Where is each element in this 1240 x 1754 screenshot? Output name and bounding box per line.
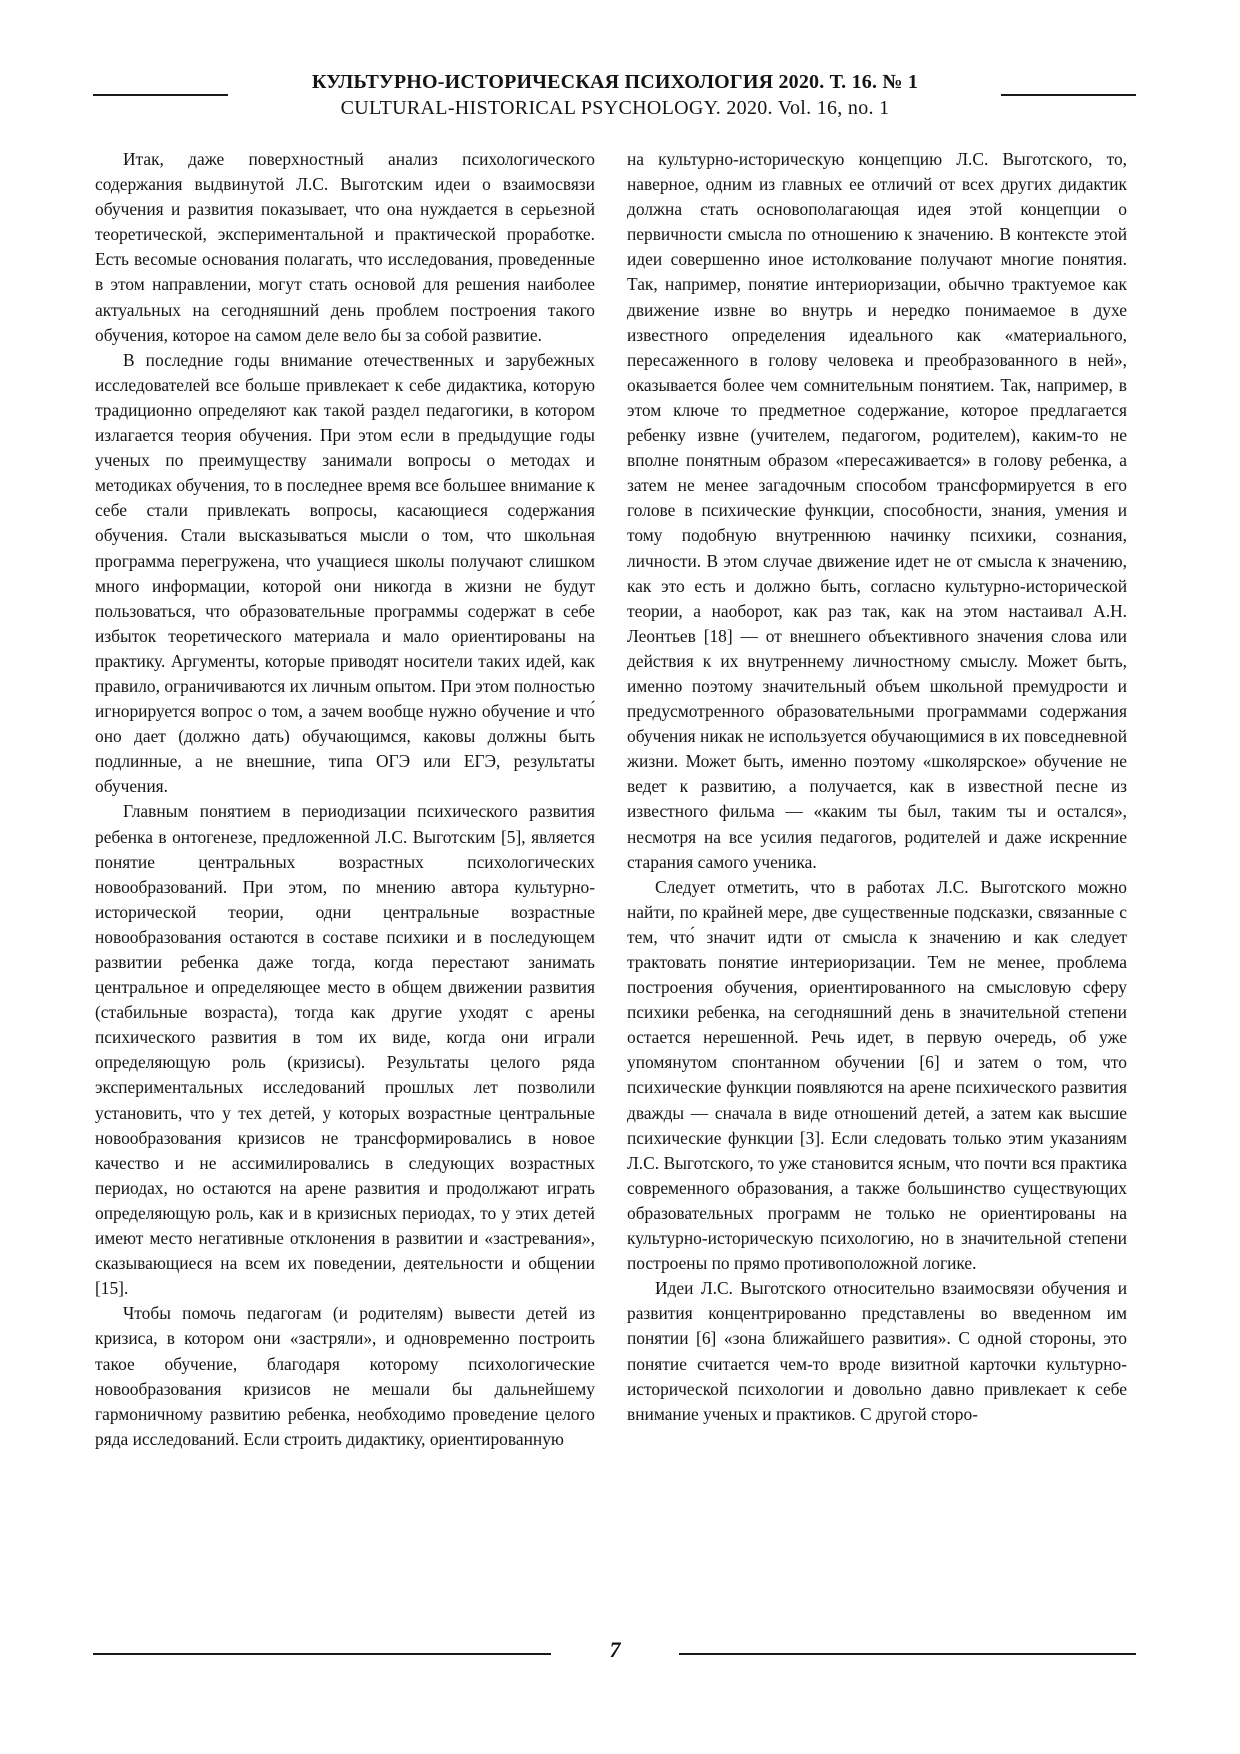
page-number: 7 [609,1637,621,1662]
left-column [95,147,595,1452]
journal-title: КУЛЬТУРНО-ИСТОРИЧЕСКАЯ ПСИХОЛОГИЯ 2020. Т. 16. № 1 [311,71,919,93]
paragraph: Чтобы помочь педагогам (и родителям) вывести детей из кризиса, в котором они «застряли», и одновременно построить такое обучение, благодаря которому психологические новообразования кризисов не мешали бы дальнейшему гармоничному развитию ребенка, необходимо проведение целого ряда исследований. Если строить дидактику, ориентированную [95,1303,595,1449]
paragraph: Главным понятием в периодизации психического развития ребенка в онтогенезе, предложенной Л.С. Выготским [5], является понятие центральных возрастных психологических новообразований. При этом, по мнению автора культурно-исторической теории, одни центральные возрастные новообразования остаются в составе психики и в последующем развитии ребенка даже тогда, когда перестают занимать центральное и определяющее место в общем движении развития (стабильные возраста), тогда как другие уходят с арены психического развития в том их виде, когда они играли определяющую роль (кризисы). Результаты целого ряда экспериментальных исследований прошлых лет позволили установить, что у тех детей, у которых возрастные центральные новообразования кризисов не трансформировались в новое качество и не ассимилировались в следующих возрастных периодах, но остаются на арене развития и продолжают играть определяющую роль, как и в кризисных периодах, то у этих детей имеют место негативные отклонения в развитии и «застревания», сказывающиеся на всем их поведении, деятельности и общении [15]. [95,801,595,1299]
paragraph: на культурно-историческую концепцию Л.С. Выготского, то, наверное, одним из главных ее отличий от всех других дидактик должна стать основополагающая идея этой концепции о первичности смысла по отношению к значению. В контексте этой идеи совершенно иное истолкование получают многие понятия. Так, например, понятие интериоризации, обычно трактуемое как движение извне во внутрь и нередко понимаемое в духе известного определения идеального как «материального, пересаженного в голову человека и преобразованного в ней», оказывается более чем сомнительным понятием. Так, например, в этом ключе то предметное содержание, которое предлагается ребенку извне (учителем, педагогом, родителем), каким-то не вполне понятным образом «пересаживается» в голову ребенка, а затем не менее загадочным способом трансформируется в его голове в психические функции, способности, знания, умения и тому подобную внутреннюю начинку психики, сознания, личности. В этом случае движение идет не от смысла к значению, как это есть и должно быть, согласно культурно-исторической теории, а наоборот, как раз так, как на этом настаивал А.Н. Леонтьев [18] — от внешнего объективного значения слова или действия к их внутреннему личностному смыслу. Может быть, именно поэтому значительный объем школьной премудрости и предусмотренного образовательными программами содержания обучения никак не используется обучающимися в их повседневной жизни. Может быть, именно поэтому «школярское» обучение не ведет к развитию, а получается, как в известной песне из известного фильма — «каким ты был, таким ты и остался», несмотря на все усилия педагогов, родителей и даже искренние старания самого ученика. [627,149,1127,872]
right-column [627,147,1127,1427]
paragraph: Идеи Л.С. Выготского относительно взаимосвязи обучения и развития концентрированно представлены во введенном им понятии [6] «зона ближайшего развития». С одной стороны, это понятие считается чем-то вроде визитной карточки культурно-исторической психологии и довольно давно привлекает к себе внимание ученых и практиков. С другой сторо- [627,1278,1127,1424]
header-rule-right [1001,94,1136,96]
footer-rule-right [679,1653,1136,1655]
journal-subtitle: CULTURAL-HISTORICAL PSYCHOLOGY. 2020. Vol. 16, no. 1 [340,97,890,119]
paragraph: В последние годы внимание отечественных и зарубежных исследователей все больше привлекает к себе дидактика, которую традиционно определяют как такой раздел педагогики, в котором излагается теория обучения. При этом если в предыдущие годы ученых по преимуществу занимали вопросы о методах и методиках обучения, то в последнее время все большее внимание к себе стали привлекать вопросы, касающиеся содержания обучения. Стали высказываться мысли о том, что школьная программа перегружена, что учащиеся школы получают слишком много информации, которой они никогда в жизни не будут пользоваться, что образовательные программы содержат в себе избыток теоретического материала и мало ориентированы на практику. Аргументы, которые приводят носители таких идей, как правило, ограничиваются их личным опытом. При этом полностью игнорируется вопрос о том, а зачем вообще нужно обучение и что́ оно дает (должно дать) обучающимся, каковы должны быть подлинные, а не внешние, типа ОГЭ или ЕГЭ, результаты обучения. [95,349,595,797]
paragraph: Итак, даже поверхностный анализ психологического содержания выдвинутой Л.С. Выготским идеи о взаимосвязи обучения и развития показывает, что она нуждается в серьезной теоретической, экспериментальной и практической проработке. Есть весомые основания полагать, что исследования, проведенные в этом направлении, могут стать основой для решения наиболее актуальных на сегодняшний день проблем построения такого обучения, которое на самом деле вело бы за собой развитие. [95,149,595,345]
header-rule-left [93,94,228,96]
footer-rule-left [93,1653,551,1655]
paragraph: Следует отметить, что в работах Л.С. Выготского можно найти, по крайней мере, две существенные подсказки, связанные с тем, что́ значит идти от смысла к значению и как следует трактовать понятие интериоризации. Тем не менее, проблема построения обучения, ориентированного на смысловую сферу психики ребенка, на сегодняшний день в значительной степени остается нерешенной. Речь идет, в первую очередь, об уже упомянутом спонтанном обучении [6] и затем о том, что психические функции появляются на арене психического развития дважды — сначала в виде отношений детей, а затем как высшие психические функции [3]. Если следовать только этим указаниям Л.С. Выготского, то уже становится ясным, что почти вся практика современного образования, а также большинство существующих образовательных программ не только не ориентированы на культурно-историческую психологию, но в значительной степени построены по прямо противоположной логике. [627,876,1127,1274]
